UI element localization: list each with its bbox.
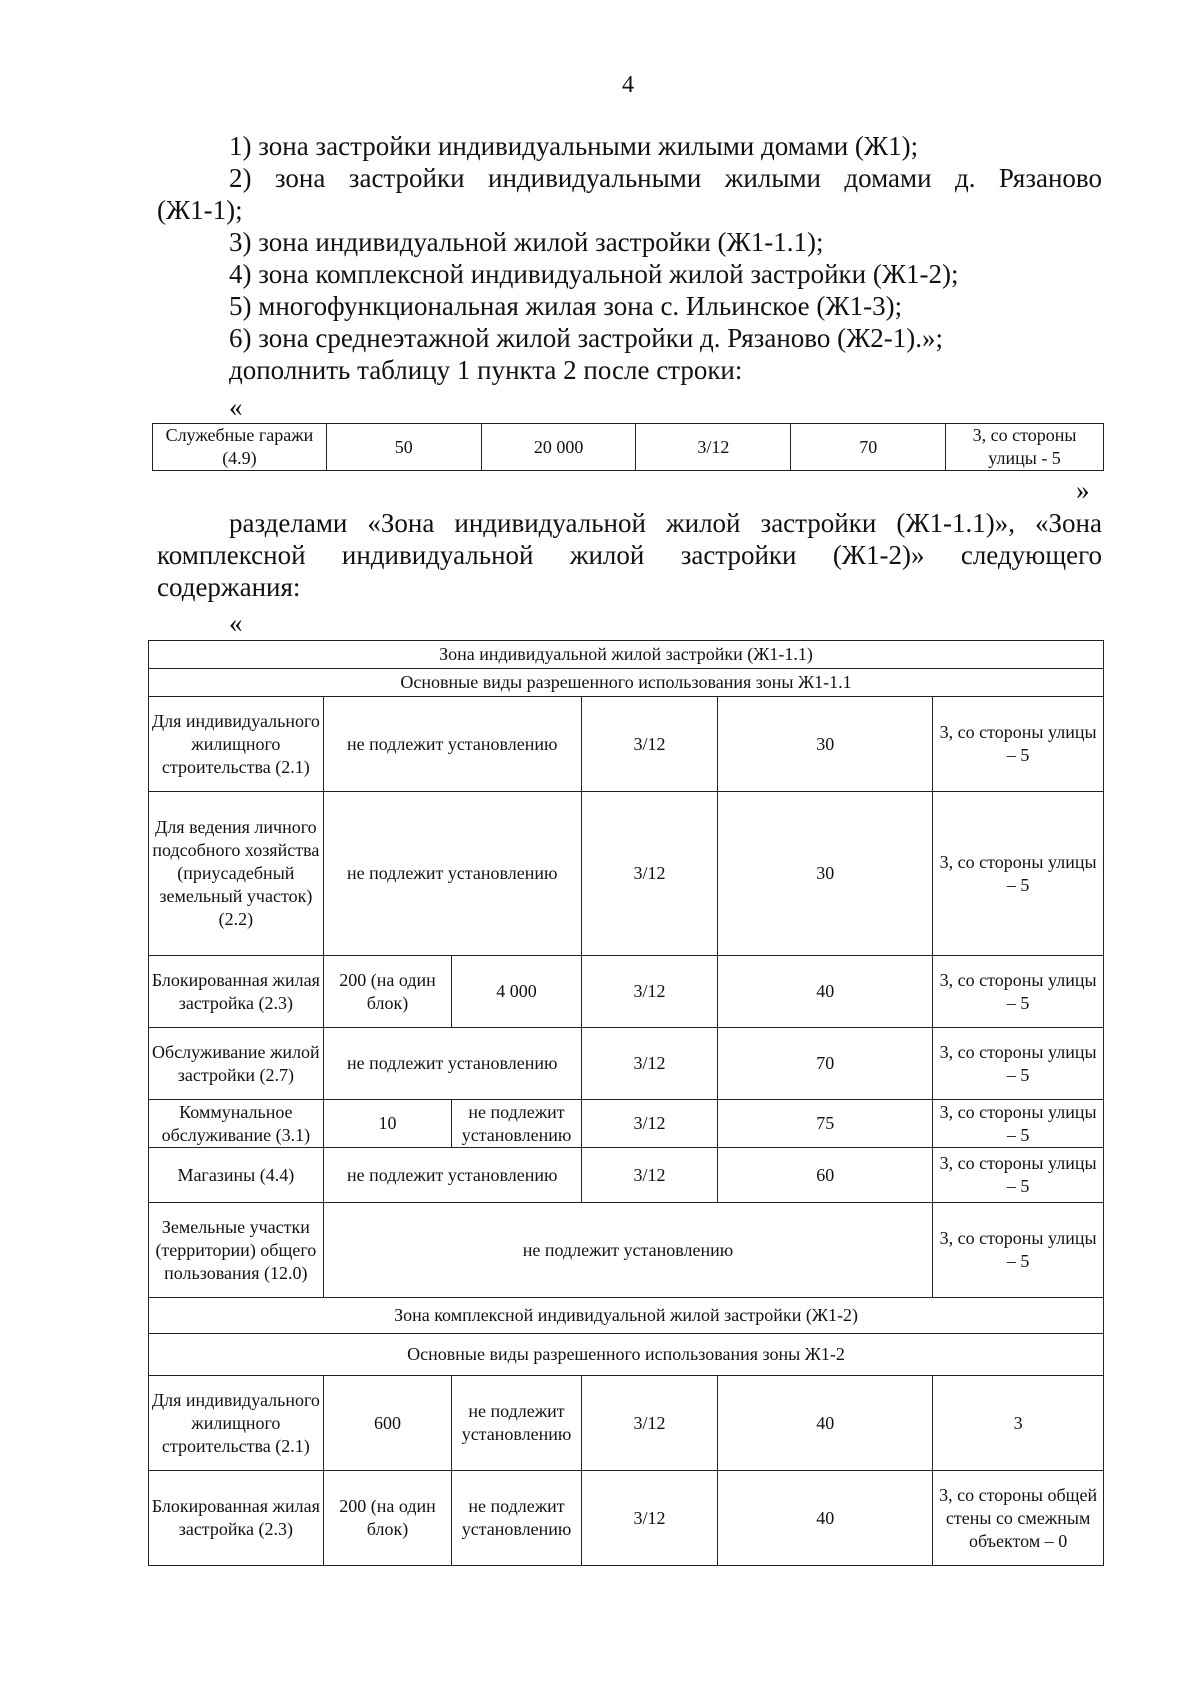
paragraph-line: разделами «Зона индивидуальной жилой застройки (Ж1-1.1)», «Зона (229, 508, 1102, 538)
list-item: 6) зона среднеэтажной жилой застройки д. Рязаново (Ж2-1).»; (229, 323, 943, 353)
table-cell: 10 (323, 1100, 452, 1148)
table-cell: 3/12 (581, 956, 718, 1028)
zone-list (157, 130, 1102, 386)
table-cell: 3 (933, 1376, 1104, 1471)
table-cell: 75 (718, 1100, 933, 1148)
table-cell: 3, со стороны улицы – 5 (933, 792, 1104, 956)
table-cell: 3, со стороны улицы – 5 (933, 1203, 1104, 1298)
list-item: (Ж1-1); (157, 195, 243, 225)
table-cell: 3, со стороны улицы – 5 (933, 697, 1104, 792)
zone-subtitle: Основные виды разрешенного использования зоны Ж1-1.1 (149, 669, 1104, 697)
table-cell: 70 (791, 424, 946, 471)
insert-after-row-table (152, 423, 1104, 471)
page-number: 4 (622, 72, 634, 98)
use-type-cell: Блокированная жилая застройка (2.3) (149, 956, 324, 1028)
table-cell: не подлежит установлению (323, 792, 581, 956)
table-cell: 3, со стороны улицы – 5 (933, 1100, 1104, 1148)
list-item: 2) зона застройки индивидуальными жилыми домами д. Рязаново (229, 163, 1102, 193)
table-cell: 3, со стороны общей стены со смежным объектом – 0 (933, 1471, 1104, 1566)
table-row (149, 1203, 1104, 1298)
close-quote: » (1076, 475, 1090, 505)
use-type-cell: Коммунальное обслуживание (3.1) (149, 1100, 324, 1148)
use-type-cell: Для индивидуального жилищного строительства (2.1) (149, 1376, 324, 1471)
table-row (149, 1334, 1104, 1376)
table-cell: 20 000 (481, 424, 636, 471)
table-cell: 200 (на один блок) (323, 1471, 452, 1566)
table-cell: 40 (718, 956, 933, 1028)
table-cell: не подлежит установлению (452, 1100, 582, 1148)
table-row (149, 792, 1104, 956)
table-cell: 3/12 (636, 424, 791, 471)
table-cell: 3, со стороны улицы – 5 (933, 1028, 1104, 1100)
table-cell: Служебные гаражи (4.9) (153, 424, 327, 471)
table-cell: 3/12 (581, 1376, 718, 1471)
table-cell: 70 (718, 1028, 933, 1100)
table-cell: не подлежит установлению (452, 1376, 582, 1471)
table-cell: 30 (718, 792, 933, 956)
list-item: 4) зона комплексной индивидуальной жилой застройки (Ж1-2); (229, 259, 959, 289)
table-cell: 3/12 (581, 1148, 718, 1203)
table-cell: 3/12 (581, 1471, 718, 1566)
table-cell: 40 (718, 1471, 933, 1566)
list-item: 3) зона индивидуальной жилой застройки (Ж1-1.1); (229, 227, 824, 257)
open-quote: « (229, 392, 243, 422)
table-row (149, 1471, 1104, 1566)
use-type-cell: Блокированная жилая застройка (2.3) (149, 1471, 324, 1566)
table-cell: 3/12 (581, 1100, 718, 1148)
zones-table (148, 640, 1104, 1566)
list-item: 5) многофункциональная жилая зона с. Ильинское (Ж1-3); (229, 291, 903, 321)
use-type-cell: Обслуживание жилой застройки (2.7) (149, 1028, 324, 1100)
table-cell: не подлежит установлению (323, 697, 581, 792)
table-row (149, 1148, 1104, 1203)
table-cell: 3, со стороны улицы - 5 (946, 424, 1104, 471)
paragraph-line: комплексной индивидуальной жилой застройки (Ж1-2)» следующего (157, 540, 1102, 570)
zone-title: Зона индивидуальной жилой застройки (Ж1-1.1) (149, 641, 1104, 669)
table-cell: 60 (718, 1148, 933, 1203)
table-cell: 30 (718, 697, 933, 792)
table-cell: 4 000 (452, 956, 582, 1028)
zone-title: Зона комплексной индивидуальной жилой застройки (Ж1-2) (149, 1298, 1104, 1334)
table-row (149, 1100, 1104, 1148)
table-cell: не подлежит установлению (452, 1471, 582, 1566)
intro-paragraph (157, 507, 1102, 603)
table-cell: не подлежит установлению (323, 1203, 933, 1298)
table-row (149, 697, 1104, 792)
table-cell: 3, со стороны улицы – 5 (933, 1148, 1104, 1203)
table-cell: 3/12 (581, 792, 718, 956)
open-quote: « (229, 608, 243, 638)
table-cell: 200 (на один блок) (323, 956, 452, 1028)
table-row (153, 424, 1104, 471)
table-cell: 40 (718, 1376, 933, 1471)
table-row (149, 956, 1104, 1028)
use-type-cell: Земельные участки (территории) общего пользования (12.0) (149, 1203, 324, 1298)
use-type-cell: Магазины (4.4) (149, 1148, 324, 1203)
table-cell: 3/12 (581, 697, 718, 792)
table-cell: 600 (323, 1376, 452, 1471)
table-cell: 3, со стороны улицы – 5 (933, 956, 1104, 1028)
table-row (149, 1298, 1104, 1334)
paragraph-line: содержания: (157, 572, 301, 602)
table-row (149, 1028, 1104, 1100)
table-cell: не подлежит установлению (323, 1028, 581, 1100)
list-item: 1) зона застройки индивидуальными жилыми домами (Ж1); (229, 131, 919, 161)
zone-subtitle: Основные виды разрешенного использования зоны Ж1-2 (149, 1334, 1104, 1376)
table-row (149, 641, 1104, 669)
list-item: дополнить таблицу 1 пункта 2 после строки: (229, 355, 743, 385)
table-row (149, 1376, 1104, 1471)
table-cell: не подлежит установлению (323, 1148, 581, 1203)
table-cell: 3/12 (581, 1028, 718, 1100)
table-row (149, 669, 1104, 697)
table-cell: 50 (326, 424, 481, 471)
use-type-cell: Для ведения личного подсобного хозяйства (приусадебный земельный участок) (2.2) (149, 792, 324, 956)
use-type-cell: Для индивидуального жилищного строительства (2.1) (149, 697, 324, 792)
